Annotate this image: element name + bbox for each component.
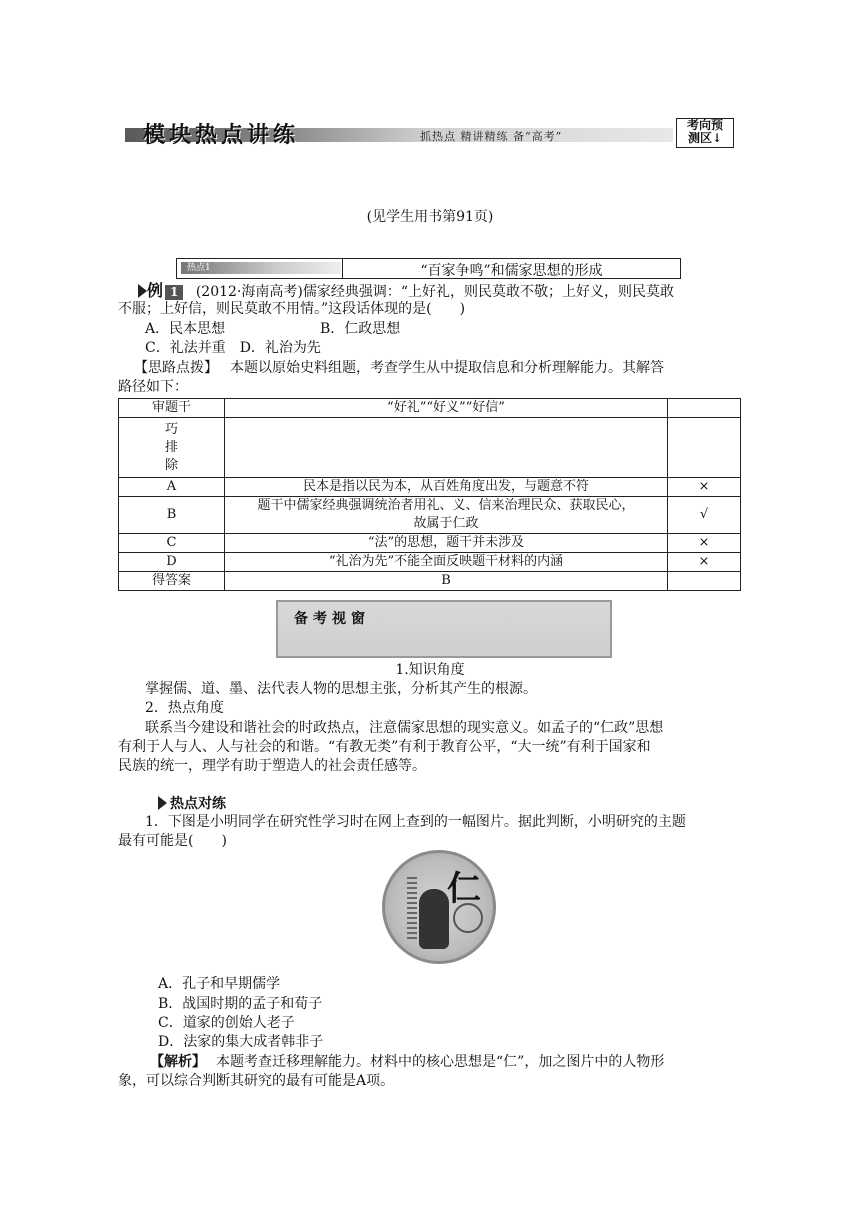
table-row: [119, 553, 741, 572]
prediction-zone-line1: 考向预: [686, 118, 723, 132]
exam-window-title: 备考视窗: [294, 611, 370, 627]
analysis-text-1: 本题考查迁移理解能力。材料中的核心思想是“仁”，加之图片中的人物形: [216, 1054, 665, 1070]
question-1-line1: 1．下图是小明同学在研究性学习时在网上查到的一幅图片。据此判断，小明研究的主题: [145, 814, 686, 830]
q1-option-b: B．战国时期的孟子和荀子: [158, 996, 323, 1012]
hot-topic-title: “百家争鸣”和儒家思想的形成: [420, 263, 603, 279]
tip-text-1: 本题以原始史料组题，考查学生从中提取信息和分析理解能力。其解答: [230, 360, 664, 376]
row-a-content: 民本是指以民为本，从百姓角度出发，与题意不符: [225, 478, 668, 497]
stem-content-cell: “好礼”“好义”“好信”: [225, 399, 668, 418]
row-a-label: A: [119, 478, 225, 497]
stem-label-cell: 审题干: [119, 399, 225, 418]
elimination-content-cell: [225, 418, 668, 478]
option-b: B．仁政思想: [320, 321, 401, 337]
table-row: [119, 478, 741, 497]
elimination-mark-cell: [668, 418, 741, 478]
row-c-label: C: [119, 534, 225, 553]
hotpoint-text-2: 有利于人与人、人与社会的和谐。“有教无类”有利于教育公平，“大一统”有利于国家和: [118, 739, 651, 755]
option-cd: C．礼法并重 D．礼治为先: [145, 340, 321, 356]
section-banner: [125, 118, 735, 146]
emblem-ren-character: 仁: [447, 869, 481, 909]
table-row: [119, 497, 741, 534]
emblem-text-column: [407, 877, 417, 941]
row-a-mark: ×: [668, 478, 741, 497]
row-b-mark: √: [668, 497, 741, 534]
banner-title: 模块热点讲练: [143, 122, 300, 148]
example-question-line2: 不服；上好信，则民莫敢不用情。”这段话体现的是( ): [118, 301, 466, 317]
example-line-1: [138, 281, 674, 302]
elim-char-3: 除: [164, 457, 178, 473]
table-row: [119, 572, 741, 591]
answer-value: B: [225, 572, 668, 591]
triangle-icon: [158, 796, 167, 810]
analysis-line-1: [150, 1053, 664, 1072]
example-number: 1: [165, 285, 183, 300]
table-row: [119, 534, 741, 553]
prediction-zone-box: [676, 118, 734, 148]
option-a: A．民本思想: [145, 321, 226, 337]
knowledge-heading: 1.知识角度: [395, 662, 465, 678]
row-d-content: “礼治为先”不能全面反映题干材料的内涵: [225, 553, 668, 572]
elim-char-1: 巧: [164, 421, 178, 437]
practice-label: 热点对练: [170, 796, 226, 812]
page-reference: (见学生用书第91页): [366, 209, 494, 225]
example-question-line1: (2012·海南高考)儒家经典强调：“上好礼，则民莫敢不敬；上好义，则民莫敢: [195, 284, 674, 300]
hotpoint-heading: 2．热点角度: [145, 700, 224, 716]
elimination-label-cell: [119, 418, 225, 478]
row-b-content-line1: 题干中儒家经典强调统治者用礼、义、信来治理民众、获取民心，: [257, 498, 635, 513]
analysis-table: [118, 398, 741, 591]
analysis-line-2: 象，可以综合判断其研究的最有可能是A项。: [118, 1073, 395, 1089]
practice-heading: [158, 795, 226, 814]
analysis-label: 【解析】: [150, 1054, 206, 1070]
row-b-label: B: [119, 497, 225, 534]
elim-char-2: 排: [164, 439, 178, 455]
tip-label: 【思路点拨】: [134, 360, 218, 376]
hotpoint-text-3: 民族的统一，理学有助于塑造人的社会责任感等。: [118, 758, 426, 774]
row-b-content-line2: 故属于仁政: [413, 516, 479, 531]
hotpoint-text-1: 联系当今建设和谐社会的时政热点，注意儒家思想的现实意义。如孟子的“仁政”思想: [145, 720, 664, 736]
example-badge: 例: [147, 281, 164, 300]
q1-option-c: C．道家的创始人老子: [158, 1015, 295, 1031]
q1-option-d: D．法家的集大成者韩非子: [158, 1034, 324, 1050]
question-1-line2: 最有可能是( ): [118, 833, 227, 849]
hot-topic-bar: [176, 258, 681, 279]
triangle-icon: [138, 284, 147, 298]
row-c-mark: ×: [668, 534, 741, 553]
row-d-mark: ×: [668, 553, 741, 572]
confucius-emblem-image: [382, 850, 496, 964]
answer-mark-cell: [668, 572, 741, 591]
exam-window-box: [276, 600, 612, 658]
stem-mark-cell: [668, 399, 741, 418]
knowledge-text: 掌握儒、道、墨、法代表人物的思想主张，分析其产生的根源。: [145, 681, 537, 697]
row-d-label: D: [119, 553, 225, 572]
row-b-content: [225, 497, 668, 534]
banner-subtitle: 抓热点 精讲精练 备“高考”: [420, 130, 563, 143]
hot-topic-tag: 热点1: [181, 262, 341, 274]
tip-line-2: 路径如下：: [118, 379, 188, 395]
tip-line-1: [134, 359, 664, 378]
confucius-figure: [419, 889, 449, 949]
table-row: [119, 399, 741, 418]
row-c-content: “法”的思想，题干并未涉及: [225, 534, 668, 553]
table-row: [119, 418, 741, 478]
answer-label: 得答案: [119, 572, 225, 591]
prediction-zone-line2: 测区↓: [687, 131, 723, 145]
q1-option-a: A．孔子和早期儒学: [158, 976, 281, 992]
